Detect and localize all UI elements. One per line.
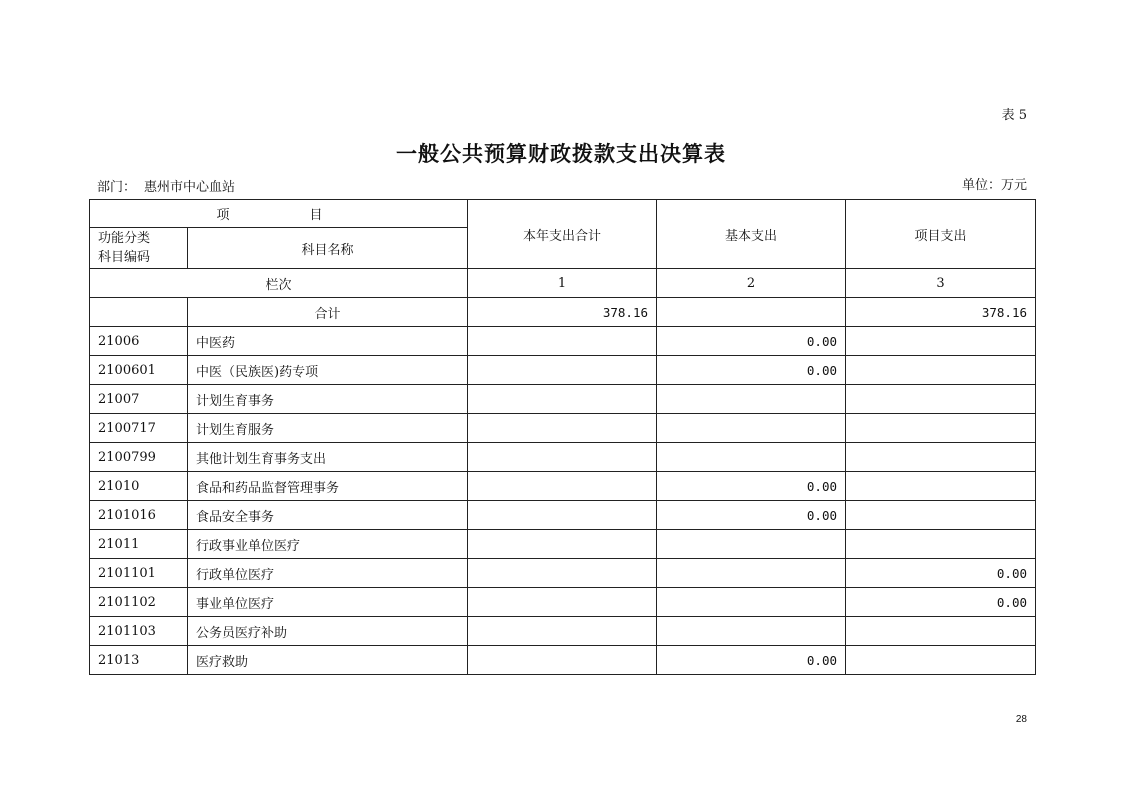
row-project: [846, 327, 1036, 356]
row-basic: 0.00: [657, 356, 846, 385]
table-row: [90, 327, 1036, 356]
row-name: 行政单位医疗: [188, 559, 468, 588]
row-name: 中医（民族医)药专项: [188, 356, 468, 385]
row-code: 21006: [90, 327, 188, 356]
index-label: 栏次: [90, 269, 468, 298]
header-row-1: [90, 200, 1036, 228]
row-name: 行政事业单位医疗: [188, 530, 468, 559]
row-basic: 0.00: [657, 646, 846, 675]
row-code: 2101016: [90, 501, 188, 530]
table-number: 表 5: [1001, 108, 1027, 123]
page-title: 一般公共预算财政拨款支出决算表: [396, 141, 726, 166]
header-col-total: 本年支出合计: [468, 200, 657, 269]
row-code: 2100601: [90, 356, 188, 385]
header-func-code: [90, 228, 188, 269]
row-total: [468, 530, 657, 559]
row-name: 食品安全事务: [188, 501, 468, 530]
table-row: [90, 646, 1036, 675]
row-basic: 0.00: [657, 501, 846, 530]
header-col-project: 项目支出: [846, 200, 1036, 269]
table-row: [90, 501, 1036, 530]
row-code: 2100717: [90, 414, 188, 443]
row-name: 公务员医疗补助: [188, 617, 468, 646]
row-total: [468, 588, 657, 617]
row-name: 计划生育服务: [188, 414, 468, 443]
row-basic: [657, 530, 846, 559]
row-project: 0.00: [846, 588, 1036, 617]
row-project: [846, 617, 1036, 646]
department-label: 部门：: [97, 180, 137, 195]
row-total: [468, 356, 657, 385]
page-number: 28: [1015, 714, 1027, 725]
row-basic: [657, 385, 846, 414]
row-code: 21013: [90, 646, 188, 675]
row-project: [846, 501, 1036, 530]
header-col-basic: 基本支出: [657, 200, 846, 269]
row-name: 事业单位医疗: [188, 588, 468, 617]
total-basic: [657, 298, 846, 327]
table-row: [90, 588, 1036, 617]
department-name: 惠州市中心血站: [144, 180, 236, 195]
table-row: [90, 559, 1036, 588]
row-total: [468, 501, 657, 530]
row-total: [468, 385, 657, 414]
row-project: [846, 356, 1036, 385]
header-subject-name: 科目名称: [188, 228, 468, 269]
row-code: 2101102: [90, 588, 188, 617]
row-project: [846, 530, 1036, 559]
row-project: [846, 443, 1036, 472]
header-func-code-line2: 科目编码: [98, 250, 151, 265]
header-func-code-line1: 功能分类: [98, 231, 151, 246]
row-code: 2101101: [90, 559, 188, 588]
row-total: [468, 646, 657, 675]
table-row: [90, 443, 1036, 472]
row-name: 医疗救助: [188, 646, 468, 675]
index-3: 3: [846, 269, 1036, 298]
index-1: 1: [468, 269, 657, 298]
row-project: [846, 472, 1036, 501]
total-total: 378.16: [468, 298, 657, 327]
row-name: 食品和药品监督管理事务: [188, 472, 468, 501]
table-row: [90, 530, 1036, 559]
row-project: [846, 646, 1036, 675]
total-code-cell: [90, 298, 188, 327]
row-total: [468, 617, 657, 646]
row-project: [846, 414, 1036, 443]
total-row: [90, 298, 1036, 327]
total-label: 合计: [188, 298, 468, 327]
department-line: [97, 176, 235, 195]
row-code: 21011: [90, 530, 188, 559]
row-name: 计划生育事务: [188, 385, 468, 414]
row-name: 其他计划生育事务支出: [188, 443, 468, 472]
index-row: [90, 269, 1036, 298]
row-total: [468, 472, 657, 501]
row-project: 0.00: [846, 559, 1036, 588]
row-basic: 0.00: [657, 472, 846, 501]
table-row: [90, 385, 1036, 414]
table-row: [90, 356, 1036, 385]
table-row: [90, 414, 1036, 443]
row-name: 中医药: [188, 327, 468, 356]
unit-label: 单位：万元: [961, 178, 1027, 193]
row-basic: [657, 617, 846, 646]
row-code: 2101103: [90, 617, 188, 646]
row-project: [846, 385, 1036, 414]
expenditure-table: [89, 199, 1036, 675]
header-item: 项 目: [90, 200, 468, 228]
row-code: 21010: [90, 472, 188, 501]
row-code: 2100799: [90, 443, 188, 472]
row-basic: [657, 588, 846, 617]
row-total: [468, 327, 657, 356]
row-total: [468, 443, 657, 472]
index-2: 2: [657, 269, 846, 298]
table-row: [90, 617, 1036, 646]
total-project: 378.16: [846, 298, 1036, 327]
row-total: [468, 414, 657, 443]
row-basic: [657, 414, 846, 443]
row-code: 21007: [90, 385, 188, 414]
row-basic: [657, 559, 846, 588]
row-total: [468, 559, 657, 588]
row-basic: 0.00: [657, 327, 846, 356]
row-basic: [657, 443, 846, 472]
table-row: [90, 472, 1036, 501]
